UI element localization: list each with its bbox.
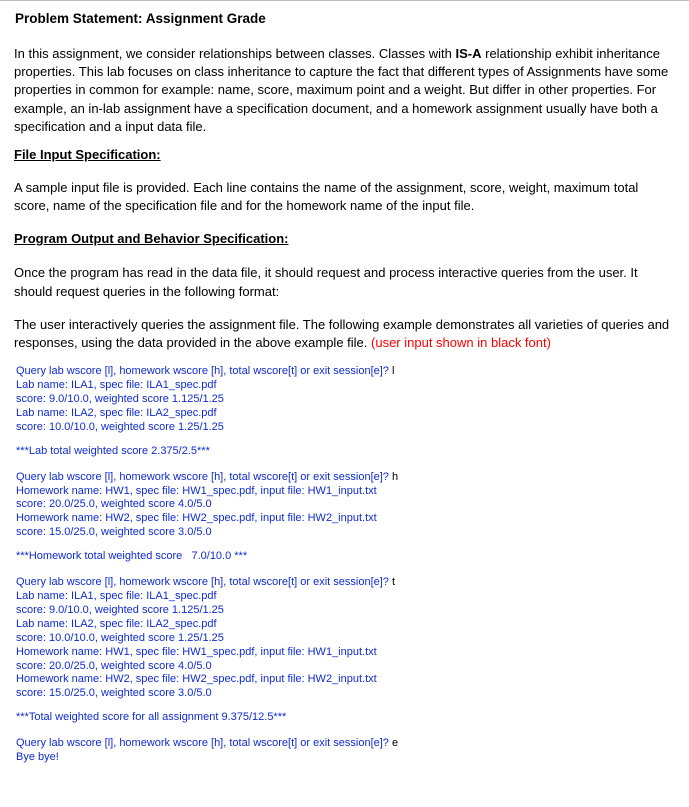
console-output-line: Lab name: ILA1, spec file: ILA1_spec.pdf bbox=[16, 590, 217, 603]
user-input-note: (user input shown in black font) bbox=[371, 335, 551, 351]
console-output-line: Bye bye! bbox=[16, 751, 59, 764]
program-output-paragraph: Once the program has read in the data file, it should request and process interactive queries from the user. It should request queries in the following format: bbox=[14, 265, 638, 299]
intro-text-end: relationship exhibit inheritance properties. This lab focuses on class inheritance to capture the fact that different types of Assignments have some properties in common for example: name, score, maximum point and a weight. But differ in other properties. For example, an in-lab assignment have a specification document, and a homework assignment usually have both a specification and a input data file. bbox=[14, 46, 669, 134]
console-prompt-line bbox=[16, 737, 675, 751]
intro-text-start: In this assignment, we consider relationships between classes. Classes with bbox=[14, 46, 456, 61]
program-output-heading: Program Output and Behavior Specification: bbox=[14, 231, 289, 247]
file-input-paragraph: A sample input file is provided. Each line contains the name of the assignment, score, weight, maximum total score, name of the specification file and for the homework name of the input file. bbox=[14, 180, 639, 214]
console-summary-line: ***Lab total weighted score 2.375/2.5*** bbox=[16, 444, 210, 457]
console-output-line: score: 20.0/25.0, weighted score 4.0/5.0 bbox=[16, 659, 212, 672]
console-output-line: Lab name: ILA2, spec file: ILA2_spec.pdf bbox=[16, 406, 217, 419]
document-page bbox=[0, 10, 689, 765]
console-output-line: score: 9.0/10.0, weighted score 1.125/1.25 bbox=[16, 393, 224, 406]
console-output-line: Homework name: HW2, spec file: HW2_spec.pdf, input file: HW2_input.txt bbox=[16, 673, 377, 686]
query-description-paragraph bbox=[14, 316, 675, 352]
intro-paragraph bbox=[14, 45, 675, 136]
console-summary-line: ***Homework total weighted score 7.0/10.0 *** bbox=[16, 550, 248, 563]
console-user-input: e bbox=[391, 737, 399, 750]
console-user-input: l bbox=[391, 365, 395, 378]
console-output-line: score: 15.0/25.0, weighted score 3.0/5.0 bbox=[16, 526, 212, 539]
intro-bold-term: IS-A bbox=[455, 46, 482, 61]
console-prompt-line bbox=[16, 471, 675, 485]
console-output-line: score: 20.0/25.0, weighted score 4.0/5.0 bbox=[16, 498, 212, 511]
console-output-line: Lab name: ILA1, spec file: ILA1_spec.pdf bbox=[16, 379, 217, 392]
console-prompt: Query lab wscore [l], homework wscore [h], total wscore[t] or exit session[e]? bbox=[16, 365, 392, 378]
console-output-line: score: 10.0/10.0, weighted score 1.25/1.25 bbox=[16, 420, 224, 433]
query-description-text: The user interactively queries the assignment file. The following example demonstrates all varieties of queries and responses, using the data provided in the above example file. bbox=[14, 316, 670, 351]
console-prompt: Query lab wscore [l], homework wscore [h], total wscore[t] or exit session[e]? bbox=[16, 470, 392, 483]
console-output-line: Homework name: HW1, spec file: HW1_spec.pdf, input file: HW1_input.txt bbox=[16, 484, 377, 497]
console-output-line: Homework name: HW1, spec file: HW1_spec.pdf, input file: HW1_input.txt bbox=[16, 645, 377, 658]
console-user-input: h bbox=[391, 470, 399, 483]
console-output-line: Homework name: HW2, spec file: HW2_spec.pdf, input file: HW2_input.txt bbox=[16, 512, 377, 525]
console-output-line: score: 15.0/25.0, weighted score 3.0/5.0 bbox=[16, 687, 212, 700]
console-output-line: Lab name: ILA2, spec file: ILA2_spec.pdf bbox=[16, 617, 217, 630]
page-title: Problem Statement: Assignment Grade bbox=[15, 11, 266, 26]
file-input-heading: File Input Specification: bbox=[14, 147, 161, 163]
console-summary-line: ***Total weighted score for all assignment 9.375/12.5*** bbox=[16, 711, 287, 724]
console-prompt: Query lab wscore [l], homework wscore [h], total wscore[t] or exit session[e]? bbox=[16, 576, 392, 589]
console-prompt-line bbox=[16, 365, 675, 379]
console-user-input: t bbox=[391, 576, 396, 589]
console-prompt: Query lab wscore [l], homework wscore [h], total wscore[t] or exit session[e]? bbox=[16, 737, 392, 750]
console-output-line: score: 10.0/10.0, weighted score 1.25/1.25 bbox=[16, 631, 224, 644]
sample-console-output bbox=[16, 365, 675, 765]
console-output-line: score: 9.0/10.0, weighted score 1.125/1.25 bbox=[16, 603, 224, 616]
console-prompt-line bbox=[16, 576, 675, 590]
